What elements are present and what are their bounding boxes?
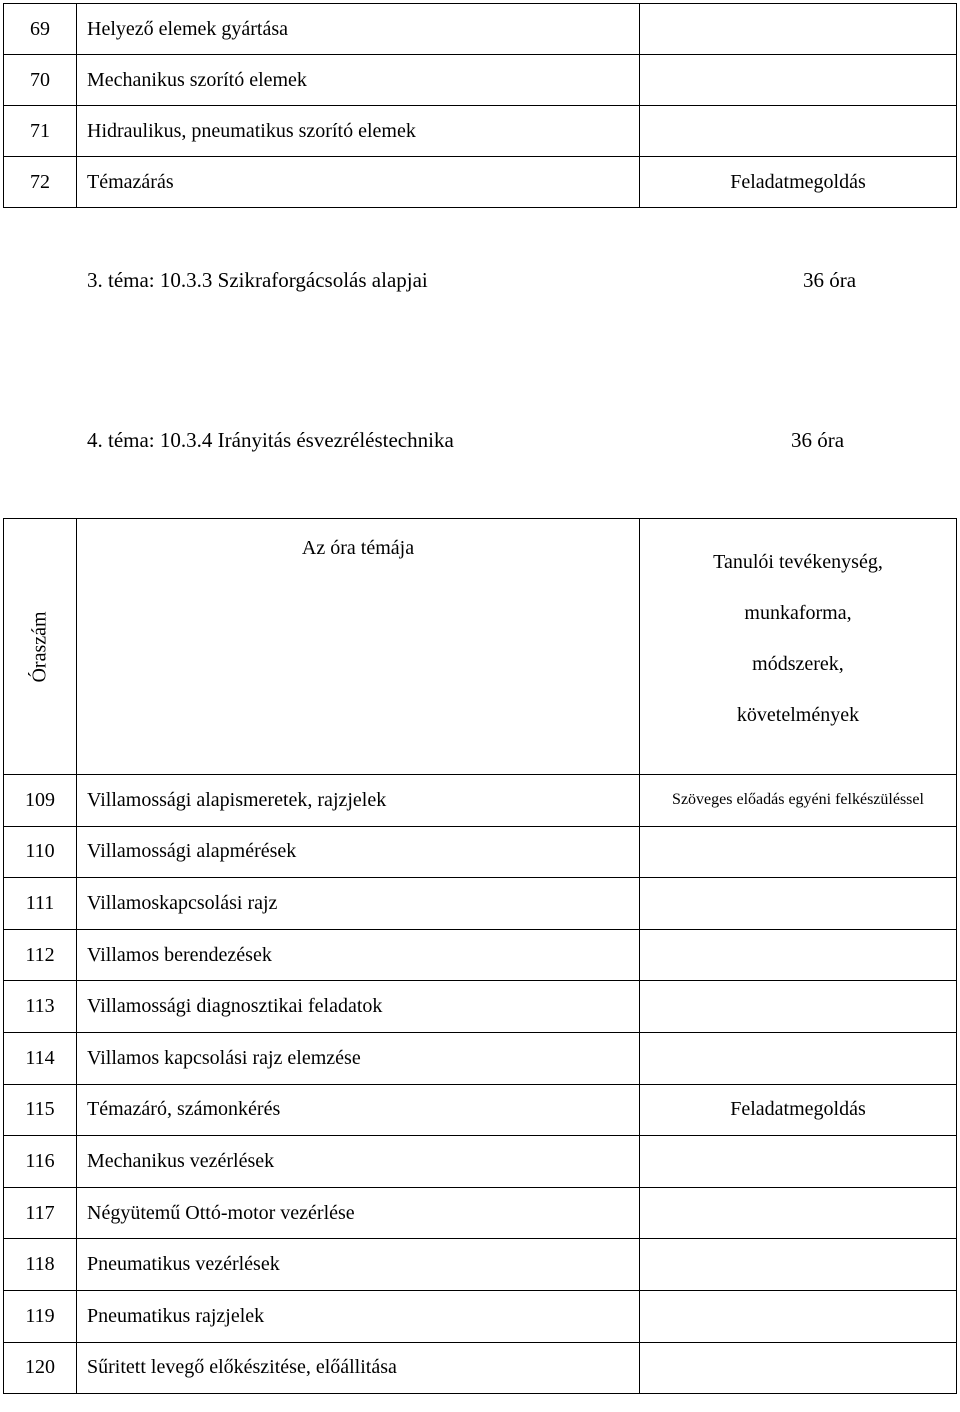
lesson-topic: Villamossági alapmérések <box>77 826 640 878</box>
lesson-number: 115 <box>4 1084 77 1136</box>
lesson-topic: Villamos kapcsolási rajz elemzése <box>77 1032 640 1084</box>
lesson-number: 109 <box>4 775 77 827</box>
lesson-topic: Mechanikus szorító elemek <box>77 55 640 106</box>
table-row <box>4 1239 957 1291</box>
lesson-topic: Villamos berendezések <box>77 929 640 981</box>
header-activity-cell <box>640 519 957 775</box>
table-row <box>4 1290 957 1342</box>
lesson-topic: Helyező elemek gyártása <box>77 4 640 55</box>
lesson-topic: Sűritett levegő előkészitése, előállitása <box>77 1342 640 1394</box>
header-hours-cell <box>4 519 77 775</box>
lesson-number: 113 <box>4 981 77 1033</box>
table-row <box>4 1342 957 1394</box>
lesson-activity: Feladatmegoldás <box>640 1084 957 1136</box>
curriculum-table-top <box>3 3 957 208</box>
lesson-activity <box>640 1342 957 1394</box>
lesson-topic: Villamoskapcsolási rajz <box>77 878 640 930</box>
lesson-number: 110 <box>4 826 77 878</box>
lesson-topic: Hidraulikus, pneumatikus szorító elemek <box>77 106 640 157</box>
section-4-hours: 36 óra <box>791 428 845 452</box>
lesson-activity <box>640 1290 957 1342</box>
lesson-topic: Pneumatikus vezérlések <box>77 1239 640 1291</box>
lesson-activity <box>640 106 957 157</box>
lesson-number: 69 <box>4 4 77 55</box>
lesson-number: 72 <box>4 157 77 208</box>
lesson-activity <box>640 878 957 930</box>
table-row <box>4 1136 957 1188</box>
lesson-number: 112 <box>4 929 77 981</box>
lesson-number: 116 <box>4 1136 77 1188</box>
header-topic-label: Az óra témája <box>301 537 415 559</box>
lesson-activity <box>640 1136 957 1188</box>
section-3-hours: 36 óra <box>803 268 857 292</box>
table-row <box>4 1187 957 1239</box>
table-row <box>4 4 957 55</box>
header-activity-line: követelmények <box>736 704 860 726</box>
lesson-topic: Témazáró, számonkérés <box>77 1084 640 1136</box>
table-row <box>4 157 957 208</box>
lesson-activity <box>640 929 957 981</box>
section-4-label: 4. téma: 10.3.4 Irányitás ésvezréléstechnika <box>87 428 454 452</box>
lesson-topic: Villamossági alapismeretek, rajzjelek <box>77 775 640 827</box>
header-activity-line: Tanulói tevékenység, <box>713 551 883 573</box>
lesson-number: 117 <box>4 1187 77 1239</box>
lesson-number: 71 <box>4 106 77 157</box>
lesson-activity <box>640 1239 957 1291</box>
header-activity-line: munkaforma, <box>744 602 852 624</box>
lesson-activity: Feladatmegoldás <box>640 157 957 208</box>
table-row <box>4 929 957 981</box>
lesson-activity <box>640 1032 957 1084</box>
lesson-activity <box>640 981 957 1033</box>
lesson-activity <box>640 1187 957 1239</box>
header-topic-cell <box>77 519 640 775</box>
lesson-topic: Témazárás <box>77 157 640 208</box>
table-row <box>4 1032 957 1084</box>
lesson-number: 119 <box>4 1290 77 1342</box>
table-header-row <box>4 519 957 775</box>
table-row <box>4 826 957 878</box>
header-activity-line: módszerek, <box>752 653 844 675</box>
table-row <box>4 1084 957 1136</box>
header-hours-label: Óraszám <box>28 610 51 683</box>
table-row <box>4 775 957 827</box>
lesson-number: 114 <box>4 1032 77 1084</box>
lesson-topic: Pneumatikus rajzjelek <box>77 1290 640 1342</box>
lesson-topic: Villamossági diagnosztikai feladatok <box>77 981 640 1033</box>
lesson-activity <box>640 826 957 878</box>
lesson-number: 118 <box>4 1239 77 1291</box>
table-row <box>4 878 957 930</box>
lesson-number: 70 <box>4 55 77 106</box>
lesson-number: 120 <box>4 1342 77 1394</box>
table-row <box>4 106 957 157</box>
table-row <box>4 981 957 1033</box>
lesson-topic: Mechanikus vezérlések <box>77 1136 640 1188</box>
section-3-label: 3. téma: 10.3.3 Szikraforgácsolás alapjai <box>87 268 428 292</box>
lesson-topic: Négyütemű Ottó-motor vezérlése <box>77 1187 640 1239</box>
lesson-activity: Szöveges előadás egyéni felkészüléssel <box>640 775 957 827</box>
lesson-number: 111 <box>4 878 77 930</box>
curriculum-table-bottom <box>3 518 957 1394</box>
lesson-activity <box>640 55 957 106</box>
lesson-activity <box>640 4 957 55</box>
table-row <box>4 55 957 106</box>
